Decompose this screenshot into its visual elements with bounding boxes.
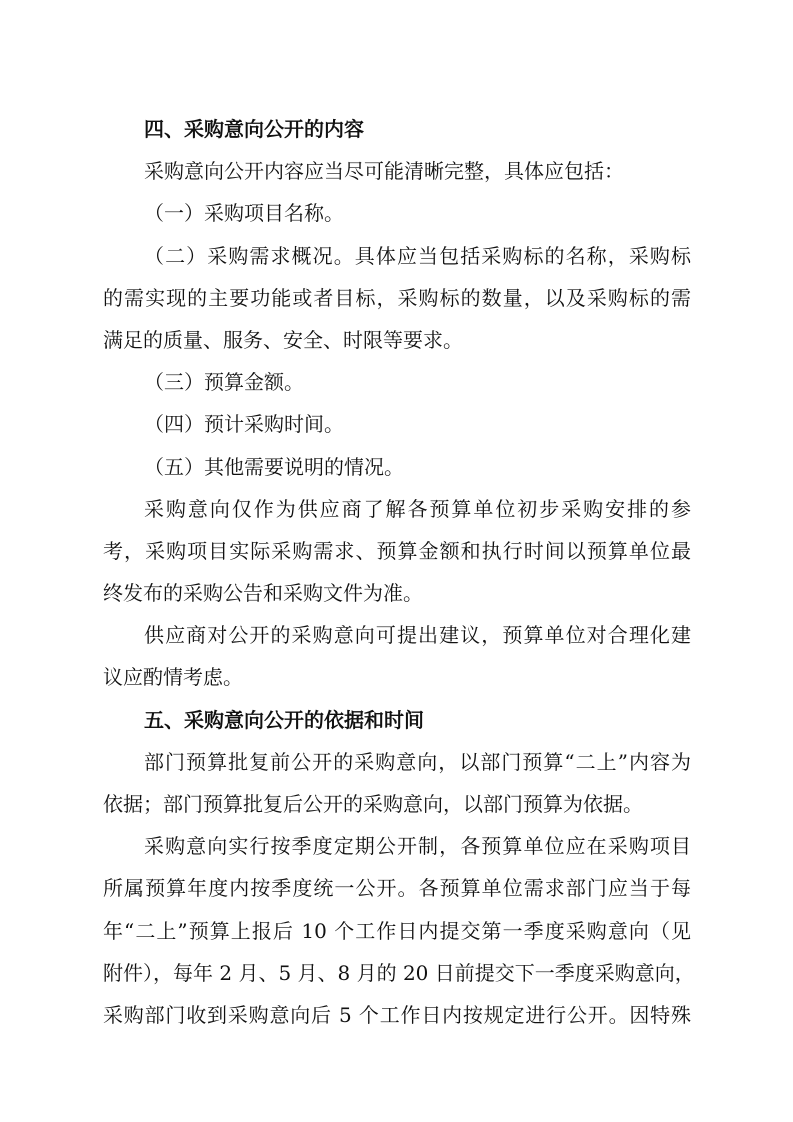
paragraph-line: 考，采购项目实际采购需求、预算金额和执行时间以预算单位最 xyxy=(103,538,691,563)
paragraph-line: 所属预算年度内按季度统一公开。各预算单位需求部门应当于每 xyxy=(103,876,691,901)
list-item-4: （四）预计采购时间。 xyxy=(144,412,344,437)
list-item-5: （五）其他需要说明的情况。 xyxy=(144,454,404,479)
list-item-2: （二）采购需求概况。具体应当包括采购标的名称，采购标 xyxy=(144,243,691,268)
section-heading-4: 四、采购意向公开的内容 xyxy=(144,117,364,141)
paragraph-line: 采购意向实行按季度定期公开制，各预算单位应在采购项目 xyxy=(144,834,691,859)
paragraph-line: 采购部门收到采购意向后 5 个工作日内按规定进行公开。因特殊 xyxy=(103,1002,691,1027)
section-heading-5: 五、采购意向公开的依据和时间 xyxy=(144,707,424,732)
list-item-3: （三）预算金额。 xyxy=(144,370,304,395)
paragraph-line: 供应商对公开的采购意向可提出建议，预算单位对合理化建 xyxy=(144,623,691,648)
paragraph-line: 采购意向仅作为供应商了解各预算单位初步采购安排的参 xyxy=(144,496,691,521)
paragraph-line: 的需实现的主要功能或者目标，采购标的数量，以及采购标的需 xyxy=(103,285,691,310)
paragraph-line: 满足的质量、服务、安全、时限等要求。 xyxy=(103,327,463,352)
paragraph-line: 终发布的采购公告和采购文件为准。 xyxy=(103,581,423,606)
list-item-1: （一）采购项目名称。 xyxy=(144,201,344,226)
paragraph-line: 采购意向公开内容应当尽可能清晰完整，具体应包括： xyxy=(144,159,624,184)
document-page xyxy=(103,108,695,1036)
paragraph-line: 依据；部门预算批复后公开的采购意向，以部门预算为依据。 xyxy=(103,792,643,816)
paragraph-line: 议应酌情考虑。 xyxy=(103,665,243,690)
paragraph-line: 年“二上”预算上报后 10 个工作日内提交第一季度采购意向（见 xyxy=(103,918,691,943)
paragraph-line: 部门预算批复前公开的采购意向，以部门预算“二上”内容为 xyxy=(144,749,691,774)
paragraph-line: 附件），每年 2 月、5 月、8 月的 20 日前提交下一季度采购意向， xyxy=(103,960,695,985)
